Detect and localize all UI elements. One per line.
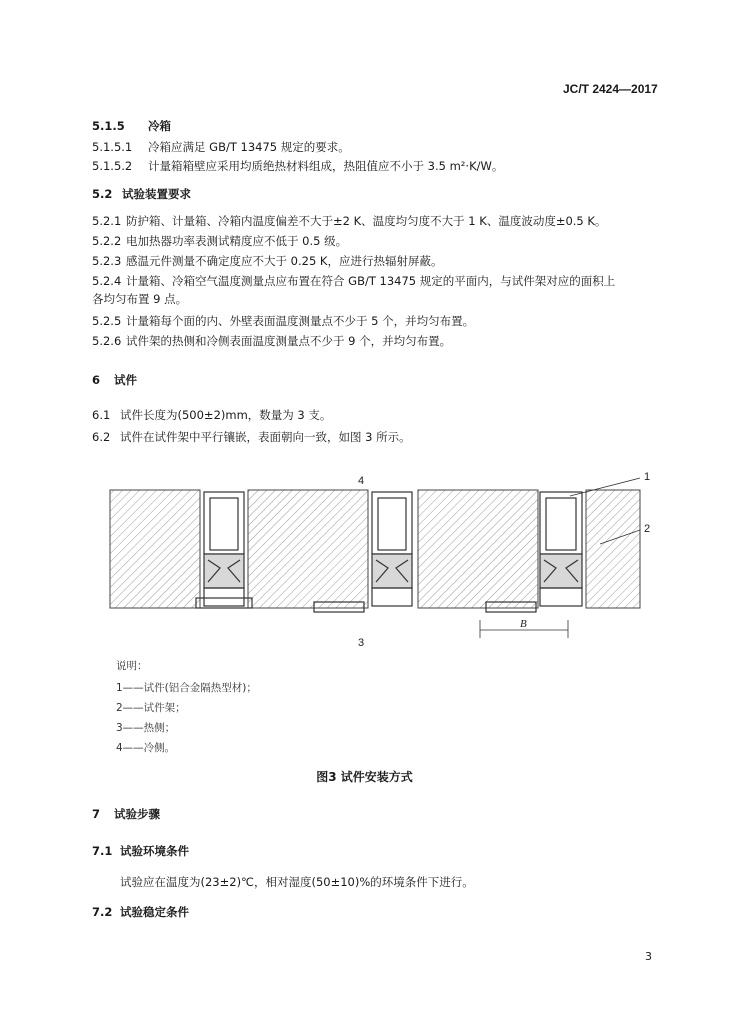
section-heading-7 [92,806,160,822]
section-title: 试验装置要求 [122,187,191,201]
section-title: 试验环境条件 [120,844,189,858]
clause-number: 5.2.6 [92,334,122,348]
paragraph-7-1: 试验应在温度为(23±2)℃，相对湿度(50±10)%的环境条件下进行。 [120,875,474,889]
clause-5-2-5 [92,313,474,329]
section-title: 冷箱 [148,119,171,133]
legend-item: 3——热侧； [116,722,176,734]
clause-5-1-5-2 [92,158,503,174]
legend-item: 4——冷侧。 [116,742,176,754]
clause-text: 计量箱每个面的内、外壁表面温度测量点不少于 5 个，并均匀布置。 [126,314,475,328]
clause-number: 6.1 [92,408,111,422]
clause-number: 5.2.2 [92,234,122,248]
clause-text: 感温元件测量不确定度应不大于 0.25 K，应进行热辐射屏蔽。 [126,254,443,268]
clause-number: 5.2.4 [92,274,122,288]
label-2: 2 [644,523,651,535]
section-number: 5.2 [92,187,113,201]
label-1: 1 [644,471,651,483]
label-4: 4 [358,475,365,487]
section-heading-5-2 [92,186,191,202]
clause-number: 6.2 [92,430,111,444]
section-heading-5-1-5 [92,118,171,134]
clause-number: 5.1.5.2 [92,159,133,173]
section-heading-6 [92,372,137,388]
frame-block [418,490,538,608]
page-number: 3 [645,950,652,963]
clause-text: 电加热器功率表测试精度应不低于 0.5 级。 [126,234,348,248]
clause-text: 计量箱、冷箱空气温度测量点应布置在符合 GB/T 13475 规定的平面内，与试件架对应的面积上 [126,274,616,288]
section-title: 试件 [114,373,137,387]
dimension-label-b: B [520,618,527,630]
frame-block [586,490,640,608]
clause-text: 试件架的热侧和冷侧表面温度测量点不少于 9 个，并均匀布置。 [126,334,452,348]
figure-3 [100,470,660,654]
specimen-profile [196,492,252,608]
section-number: 5.1.5 [92,119,125,133]
clause-text: 计量箱箱壁应采用均质绝热材料组成，热阻值应不小于 3.5 m²·K/W。 [148,159,504,173]
clause-5-2-6 [92,333,451,349]
clause-text: 试件长度为(500±2)mm，数量为 3 支。 [120,408,332,422]
clause-5-1-5-1 [92,139,350,155]
clause-number: 5.2.1 [92,214,122,228]
section-number: 7.1 [92,844,113,858]
clause-5-2-1 [92,213,606,229]
section-heading-7-2 [92,904,189,920]
clause-number: 5.1.5.1 [92,140,133,154]
clause-number: 5.2.3 [92,254,122,268]
clause-6-2 [92,429,411,445]
section-number: 7.2 [92,905,113,919]
clause-5-2-2 [92,233,347,249]
clause-number: 5.2.5 [92,314,122,328]
standard-id: JC/T 2424—2017 [563,82,658,96]
clause-5-2-3 [92,253,442,269]
legend-item: 2——试件架； [116,702,186,714]
section-title: 试验步骤 [114,807,160,821]
figure-caption: 图3 试件安装方式 [316,770,413,784]
section-title: 试验稳定条件 [120,905,189,919]
frame-block [248,490,368,608]
section-number: 7 [92,807,101,821]
clause-text: 冷箱应满足 GB/T 13475 规定的要求。 [148,140,350,154]
frame-block [110,490,200,608]
label-3: 3 [358,637,365,649]
legend-item: 1——试件(铝合金隔热型材)； [116,682,257,694]
specimen-installation-drawing [100,470,660,650]
clause-6-1 [92,407,331,423]
section-heading-7-1 [92,843,189,859]
legend-title: 说明： [116,660,148,672]
clause-5-2-4-continuation: 各均匀布置 9 点。 [92,292,188,306]
clause-text: 试件在试件架中平行镶嵌，表面朝向一致，如图 3 所示。 [120,430,411,444]
clause-5-2-4 [92,273,615,289]
clause-text: 防护箱、计量箱、冷箱内温度偏差不大于±2 K、温度均匀度不大于 1 K、温度波动度±0.5 K。 [126,214,607,228]
section-number: 6 [92,373,101,387]
